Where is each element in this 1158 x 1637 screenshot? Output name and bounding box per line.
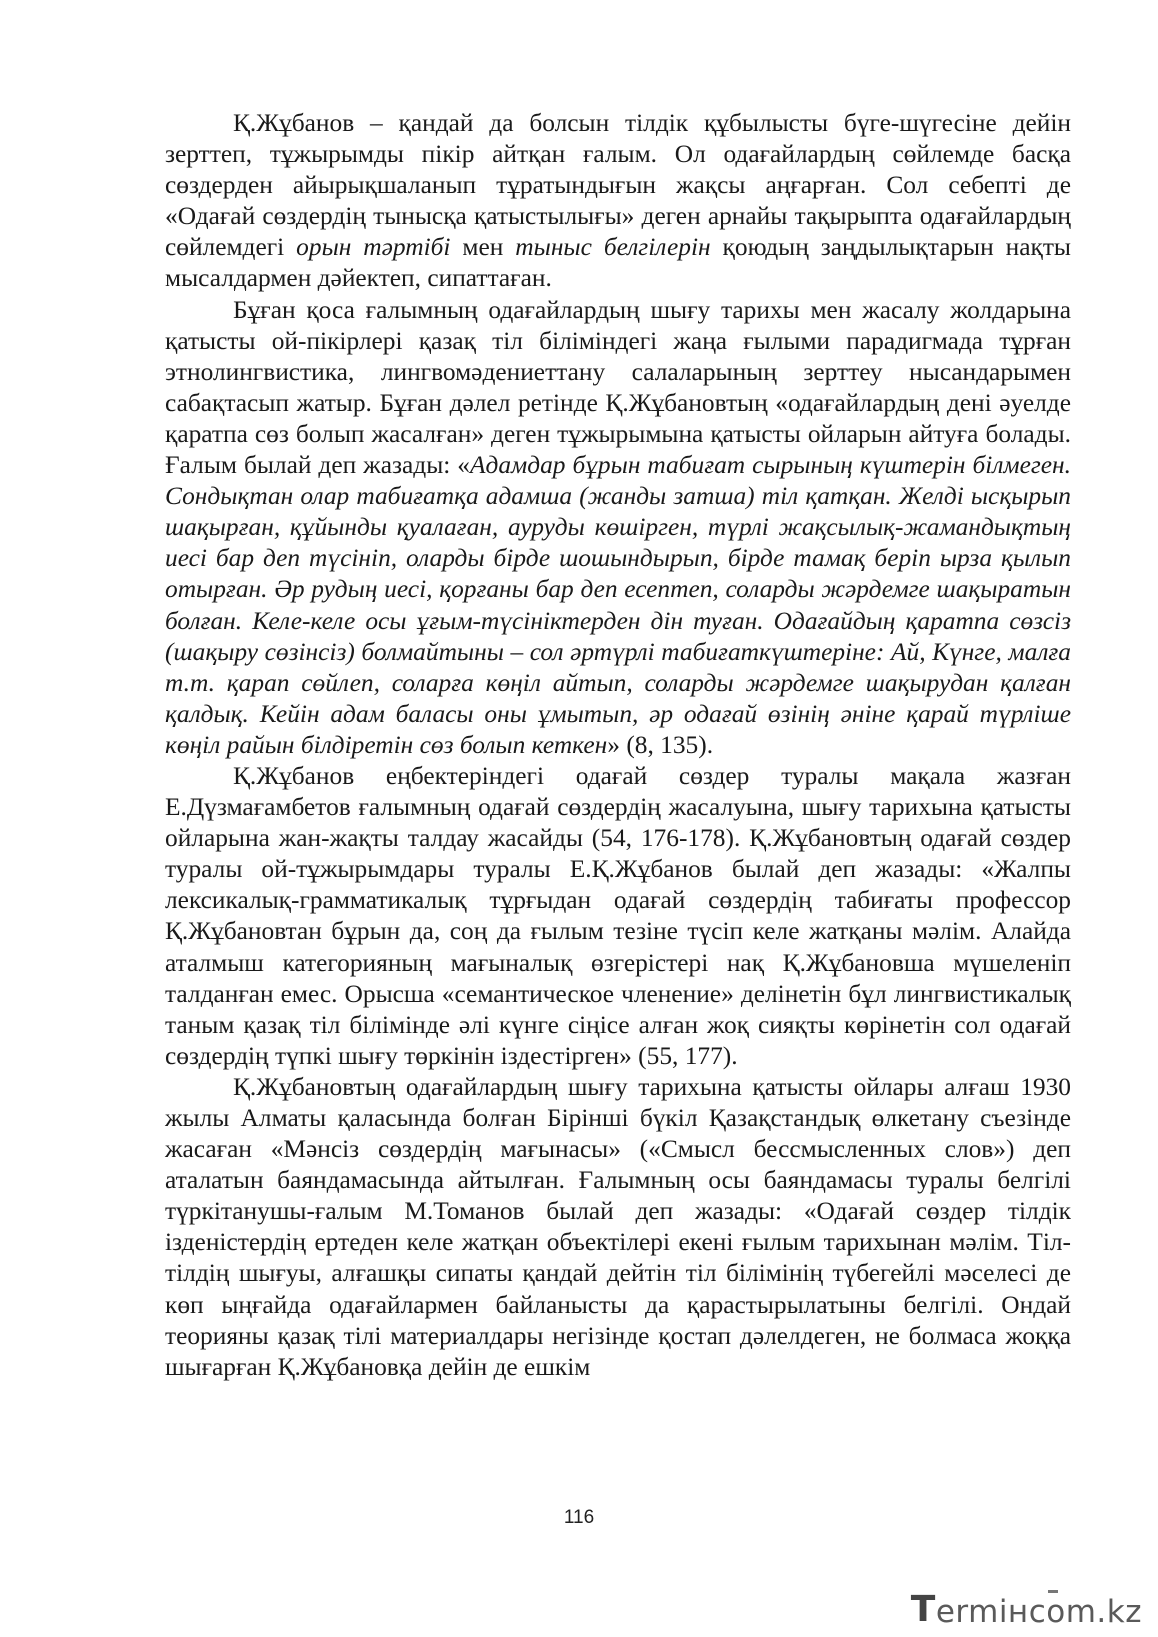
watermark-text-a: ermінс [935,1594,1047,1630]
paragraph [165,1072,1071,1383]
paragraph [165,761,1071,1072]
paragraph [165,295,1071,761]
text-run: қоюдың заңдылықтарын нақты мысалдармен дәйектеп, сипаттаған. [165,233,1071,293]
main-text [165,108,1071,1383]
text-run: Қ.Жұбановтың одағайлардың шығу тарихына қатысты ойлары алғаш 1930 жылы Алматы қаласында болған Бірінші бүкіл Қазақстандық өлкетану съезінде жасаған «Мәнсіз сөздердің мағынасы» («Смысл бессмысленных слов») деп аталатын баяндамасында айтылған. Ғалымның осы баяндамасы туралы белгілі түркітанушы-ғалым М.Томанов былай деп жазады: «Одағай сөздер тілдік ізденістердің ертеден келе жатқан объектілері екені ғылым тарихынан мәлім. Тіл-тілдің шығуы, алғашқы сипаты қандай дейтін тіл білімінің түбегейлі мәселесі де көп ыңғайда одағайлармен байланысты да қарастырылатыны белгілі. Ондай теорияны қазақ тілі материалдары негізінде қостап дәлелдеген, не болмаса жоққа шығарған Қ.Жұбановқа дейін де ешкім [165,1072,1071,1381]
text-run: мен [450,233,516,262]
italic-run: Адамдар бұрын табиғат сырының күштерін білмеген. Сондықтан олар табиғатқа адамша (жанды затша) тіл қатқан. Желді ысқырып шақырған, құйынды қуалаған, ауруды көшірген, түрлі жақсылық-жамандықтың иесі бар деп түсініп, оларды бірде шошындырып, бірде тамақ беріп ырза қылып отырған. Әр рудың иесі, қорғаны бар деп есептеп, соларды жәрдемге шақыратын болған. Келе-келе осы ұғым-түсініктерден дін туған. Одағайдың қаратпа сөзсіз (шақыру сөзінсіз) болмайтыны – сол әртүрлі табиғаткүштеріне: Ай, Күнге, малға т.т. қарап сөйлеп, соларға көңіл айтып, соларды жәрдемге шақырудан қалған қалдық. Кейін адам баласы оны ұмытып, әр одағай өзінің әніне қарай түрліше көңіл райын білдіретін сөз болып кеткен [165,451,1071,759]
text-run: » (8, 135). [607,730,714,759]
italic-run: тыныс белгілерін [515,233,711,262]
text-run: Бұған қоса ғалымның одағайлардың шығу тарихы мен жасалу жолдарына қатысты ой-пікірлері қазақ тіл біліміндегі жаңа ғылыми парадигмада тұрған этнолингвистика, лингвомәдениеттану салаларының зерттеу нысандарымен сабақтасып жатыр. Бұған дәлел ретінде Қ.Жұбановтың «одағайлардың дені әуелде қаратпа сөз болып жасалған» деген тұжырымына қатысты ойларын айтуға болады. Ғалым былай деп жазады: « [165,295,1071,480]
text-run: Қ.Жұбанов – қандай да болсын тілдік құбылысты бүге-шүгесіне дейін зерттеп, тұжырымды пікір айтқан ғалым. Ол одағайлардың сөйлемде басқа сөздерден айырықшаланып тұратындығын жақсы аңғарған. Сол себепті де «Одағай сөздердің тынысқа қатыстылығы» деген арнайы тақырыпта одағайлардың сөйлемдегі [165,109,1071,262]
paragraph [165,108,1071,295]
italic-run: орын тәртібі [296,233,451,262]
page-number: 116 [563,1507,595,1528]
watermark-letter-o: о [1046,1594,1066,1630]
watermark-text-b: m.kz [1065,1594,1142,1630]
termincom-watermark-logo [910,1589,1142,1630]
text-run: Қ.Жұбанов еңбектеріндегі одағай сөздер туралы мақала жазған Е.Дүзмағамбетов ғалымның одағай сөздердің жасалуына, шығу тарихына қатысты ойларына жан-жақты талдау жасайды (54, 176-178). Қ.Жұбановтың одағай сөздер туралы ой-тұжырымдары туралы Е.Қ.Жұбанов былай деп жазады: «Жалпы лексикалық-грамматикалық тұрғыдан одағай сөздердің табиғаты профессор Қ.Жұбановтан бұрын да, соң да ғылым тезіне түсіп келе жатқаны мәлім. Алайда аталмыш категорияның мағыналық өзгерістері нақ Қ.Жұбановша мүшеленіп талданған емес. Орысша «семантическое членение» делінетін бұл лингвистикалық таным қазақ тіл білімінде әлі күнге сіңісе алған жоқ сияқты көрінетін сол одағай сөздердің түпкі шығу төркінін іздестірген» (55, 177). [165,761,1071,1070]
watermark-letter-t: T [910,1589,936,1630]
